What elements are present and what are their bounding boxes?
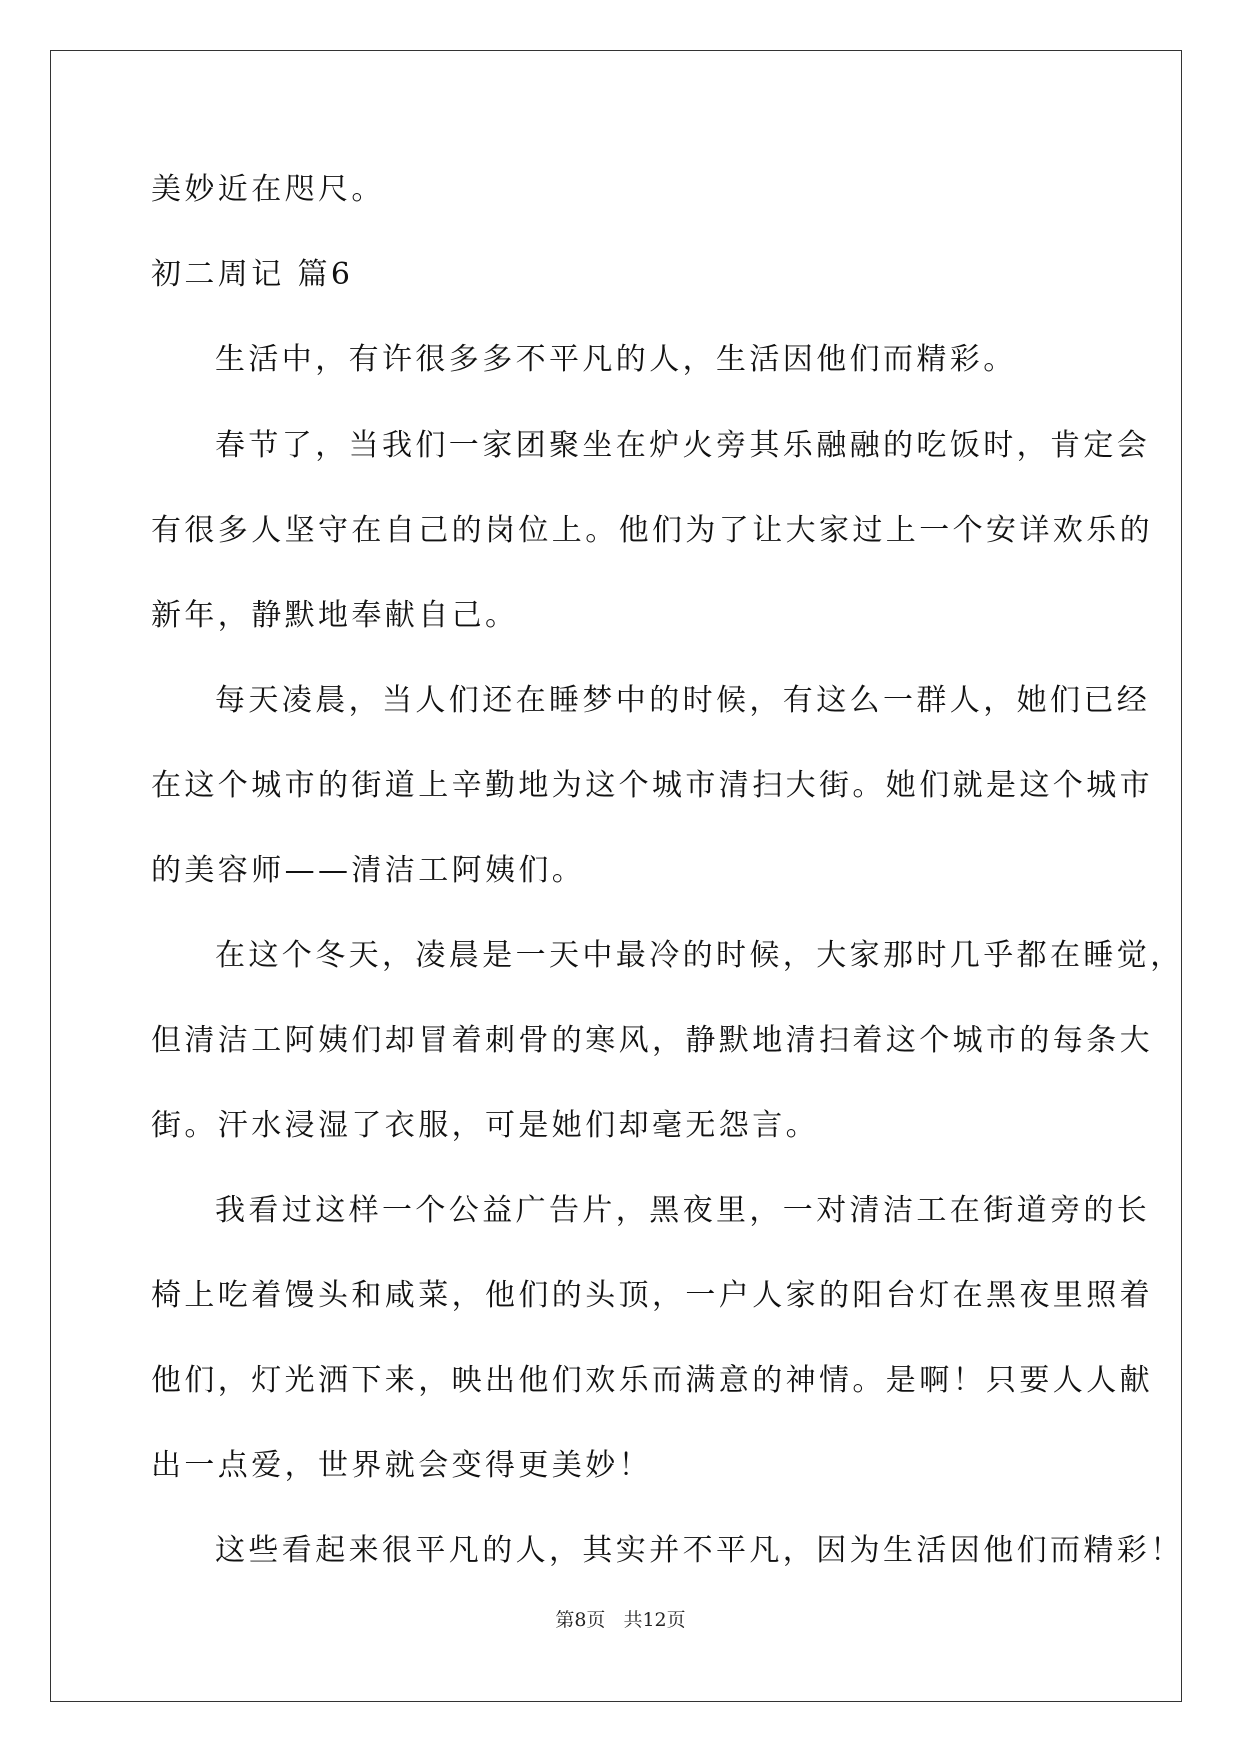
text-line: 在这个城市的街道上辛勤地为这个城市清扫大街。她们就是这个城市 — [151, 768, 1153, 803]
text-line: 新年，静默地奉献自己。 — [151, 598, 519, 633]
text-line: 出一点爱，世界就会变得更美妙！ — [151, 1448, 652, 1483]
page-total: 共12页 — [623, 1609, 686, 1631]
text-line: 街。汗水浸湿了衣服，可是她们却毫无怨言。 — [151, 1108, 819, 1143]
page-number: 第8页 — [555, 1609, 606, 1631]
page-footer — [0, 1608, 1241, 1632]
text-line: 生活中，有许很多多不平凡的人，生活因他们而精彩。 — [215, 342, 1017, 377]
text-line: 他们，灯光洒下来，映出他们欢乐而满意的神情。是啊！只要人人献 — [151, 1363, 1153, 1398]
text-line: 有很多人坚守在自己的岗位上。他们为了让大家过上一个安详欢乐的 — [151, 513, 1153, 548]
text-line: 的美容师——清洁工阿姨们。 — [151, 853, 586, 888]
text-line: 春节了，当我们一家团聚坐在炉火旁其乐融融的吃饭时，肯定会 — [215, 428, 1151, 463]
text-line: 椅上吃着馒头和咸菜，他们的头顶，一户人家的阳台灯在黑夜里照着 — [151, 1278, 1153, 1313]
text-line: 这些看起来很平凡的人，其实并不平凡，因为生活因他们而精彩！ — [215, 1533, 1184, 1568]
section-heading: 初二周记 篇6 — [151, 257, 354, 292]
text-line: 我看过这样一个公益广告片，黑夜里，一对清洁工在街道旁的长 — [215, 1193, 1151, 1228]
text-line: 但清洁工阿姨们却冒着刺骨的寒风，静默地清扫着这个城市的每条大 — [151, 1023, 1153, 1058]
text-line: 在这个冬天，凌晨是一天中最冷的时候，大家那时几乎都在睡觉， — [215, 938, 1184, 973]
text-line: 美妙近在咫尺。 — [151, 172, 385, 207]
text-line: 每天凌晨，当人们还在睡梦中的时候，有这么一群人，她们已经 — [215, 683, 1151, 718]
